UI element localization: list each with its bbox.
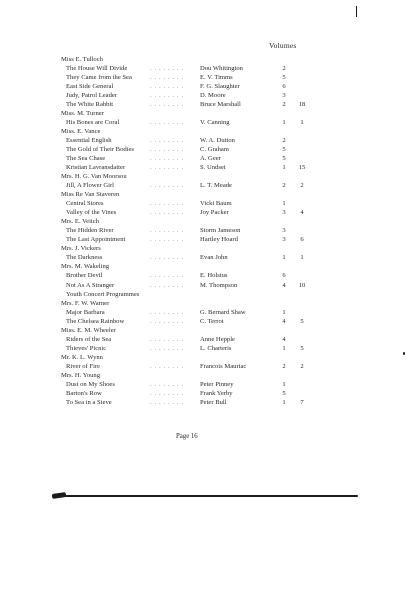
leader-dots: . . . . . . . . (150, 227, 184, 235)
leader-dots: . . . . . . . . (150, 254, 184, 262)
borrower-name: Mrs. H. Young (61, 371, 101, 379)
title-row (0, 235, 419, 244)
author-name: M. Thompson (200, 281, 238, 289)
borrower-name: Mrs. E. Veitch (61, 218, 99, 226)
book-title: East Side General (66, 83, 114, 91)
title-row (0, 317, 419, 326)
borrower-row (0, 55, 419, 64)
borrower-row (0, 371, 419, 380)
leader-dots: . . . . . . . . (150, 344, 184, 352)
title-row (0, 308, 419, 317)
volume-count: 4 (282, 281, 286, 289)
leader-dots: . . . . . . . . (150, 74, 184, 82)
author-name: W. A. Dutton (200, 137, 235, 145)
volume-count: 4 (282, 335, 286, 343)
borrower-name: Miss. M. Turner (61, 110, 104, 118)
title-row (0, 145, 419, 154)
volume-count: 2 (282, 137, 286, 145)
volume-count: 3 (282, 236, 286, 244)
volume-total: 2 (300, 362, 304, 370)
author-name: Storm Jameson (200, 227, 241, 235)
author-name: L. Charteris (200, 344, 232, 352)
title-row (0, 199, 419, 208)
volume-count: 2 (282, 65, 286, 73)
volume-count: 1 (282, 119, 286, 127)
author-name: A. Geer (200, 155, 221, 163)
author-name: Hartley Hoard (200, 236, 238, 244)
borrower-row (0, 109, 419, 118)
volume-count: 3 (282, 92, 286, 100)
book-title: The Hidden River (66, 227, 114, 235)
title-row (0, 82, 419, 91)
borrower-row (0, 172, 419, 181)
author-name: Vicki Baum (200, 200, 232, 208)
title-row (0, 118, 419, 127)
volume-count: 5 (282, 146, 286, 154)
leader-dots: . . . . . . . . (150, 155, 184, 163)
title-row (0, 281, 419, 290)
leader-dots: . . . . . . . . (150, 83, 184, 91)
book-title: Valley of the Vines (66, 209, 117, 217)
author-name: C. Terrot (200, 317, 224, 325)
leader-dots: . . . . . . . . (150, 281, 184, 289)
book-title: Dust on My Shoes (66, 380, 115, 388)
book-title: The Chelsea Rainbow (66, 317, 125, 325)
leader-dots: . . . . . . . . (150, 236, 184, 244)
book-title: Jill, A Flower Girl (66, 182, 114, 190)
borrower-name: Mrs. F. W. Warner (61, 299, 110, 307)
volume-total: 6 (300, 236, 304, 244)
volume-count: 1 (282, 398, 286, 406)
volume-count: 6 (282, 272, 286, 280)
volume-total: 2 (300, 182, 304, 190)
borrower-name: Miss. E. Vance (61, 128, 101, 136)
volume-total: 4 (300, 209, 304, 217)
volume-count: 1 (282, 308, 286, 316)
borrower-row (0, 326, 419, 335)
volume-total: 5 (300, 344, 304, 352)
borrower-name: Miss. E. M. Wheeler (61, 326, 116, 334)
title-row (0, 226, 419, 235)
volume-count: 2 (282, 362, 286, 370)
author-name: Bruce Marshall (200, 101, 241, 109)
book-title: Kristian Lavransdatter (66, 164, 126, 172)
leader-dots: . . . . . . . . (150, 164, 184, 172)
author-name: Peter Bull (200, 398, 227, 406)
leader-dots: . . . . . . . . (150, 101, 184, 109)
title-row (0, 181, 419, 190)
title-row (0, 163, 419, 172)
author-name: Frank Yerby (200, 389, 233, 397)
book-title: The Darkness (66, 254, 103, 262)
book-title: Major Barbara (66, 308, 105, 316)
volumes-column-header: Volumes (269, 41, 297, 50)
book-title: Barton's Row (66, 389, 102, 397)
title-row (0, 389, 419, 398)
author-name: D. Moore (200, 92, 226, 100)
title-row (0, 398, 419, 407)
page-number: Page 16 (176, 433, 198, 440)
author-name: Evan John (200, 254, 228, 262)
author-name: Peter Pinney (200, 380, 234, 388)
author-name: E. Holstus (200, 272, 228, 280)
book-title: The Last Appointment (66, 236, 126, 244)
scan-speck-right (403, 352, 405, 355)
volume-count: 6 (282, 83, 286, 91)
volume-count: 3 (282, 209, 286, 217)
volume-total: 15 (298, 164, 306, 172)
volume-count: 5 (282, 155, 286, 163)
borrower-name: Mrs. H. G. Van Moorsou (61, 173, 127, 181)
borrower-name: Mrs. M. Wakeling (61, 263, 110, 271)
author-name: E. V. Timms (200, 74, 233, 82)
book-title: Central Stores (66, 200, 104, 208)
title-row (0, 91, 419, 100)
leader-dots: . . . . . . . . (150, 380, 184, 388)
borrower-row (0, 244, 419, 253)
borrower-row (0, 217, 419, 226)
volume-count: 1 (282, 380, 286, 388)
borrower-name: Mrs. J. Vickers (61, 245, 101, 253)
book-title: Brother Devil (66, 272, 103, 280)
leader-dots: . . . . . . . . (150, 398, 184, 406)
book-title: Youth Concert Programmes (66, 290, 140, 298)
volume-count: 4 (282, 317, 286, 325)
title-row (0, 344, 419, 353)
leader-dots: . . . . . . . . (150, 182, 184, 190)
volume-total: 10 (298, 281, 306, 289)
scan-edge-mark-top (356, 6, 357, 17)
author-name: V. Canning (200, 119, 230, 127)
book-title: His Bones are Coral (66, 119, 120, 127)
title-row (0, 136, 419, 145)
author-name: Joy Packer (200, 209, 229, 217)
borrower-row (0, 127, 419, 136)
book-title: To Sea in a Sieve (66, 398, 112, 406)
volume-total: 1 (300, 119, 304, 127)
leader-dots: . . . . . . . . (150, 92, 184, 100)
book-title: They Came from the Sea (66, 74, 132, 82)
leader-dots: . . . . . . . . (150, 317, 184, 325)
borrower-row (0, 190, 419, 199)
leader-dots: . . . . . . . . (150, 335, 184, 343)
title-row (0, 64, 419, 73)
volume-count: 2 (282, 182, 286, 190)
leader-dots: . . . . . . . . (150, 65, 184, 73)
borrower-row (0, 299, 419, 308)
leader-dots: . . . . . . . . (150, 308, 184, 316)
book-title: Not As A Stranger (66, 281, 115, 289)
title-row (0, 290, 419, 299)
book-title: The House Will Divide (66, 65, 128, 73)
leader-dots: . . . . . . . . (150, 137, 184, 145)
book-title: Essential English (66, 137, 112, 145)
author-name: G. Bernard Shaw (200, 308, 246, 316)
volume-total: 18 (298, 101, 306, 109)
bottom-rule (60, 495, 358, 497)
author-name: Francois Mauriac (200, 362, 247, 370)
title-row (0, 380, 419, 389)
title-row (0, 253, 419, 262)
borrower-row (0, 353, 419, 362)
book-title: Riders of the Sea (66, 335, 112, 343)
title-row (0, 271, 419, 280)
volume-count: 1 (282, 254, 286, 262)
borrower-name: Miss Re Van Staveren (61, 191, 120, 199)
book-title: The White Rabbit (66, 101, 114, 109)
title-row (0, 362, 419, 371)
title-row (0, 73, 419, 82)
volume-count: 1 (282, 344, 286, 352)
title-row (0, 208, 419, 217)
author-name: C. Graham (200, 146, 229, 154)
leader-dots: . . . . . . . . (150, 362, 184, 370)
leader-dots: . . . . . . . . (150, 146, 184, 154)
title-row (0, 100, 419, 109)
volume-count: 2 (282, 101, 286, 109)
book-title: River of Fire (66, 362, 101, 370)
borrower-name: Mr. K. L. Wynn (61, 353, 103, 361)
leader-dots: . . . . . . . . (150, 200, 184, 208)
author-name: L. T. Meade (200, 182, 232, 190)
author-name: Anne Hepple (200, 335, 235, 343)
volume-total: 5 (300, 317, 304, 325)
book-title: The Gold of Their Bodies (66, 146, 135, 154)
volume-count: 1 (282, 164, 286, 172)
leader-dots: . . . . . . . . (150, 119, 184, 127)
book-title: Judy, Patrol Leader (66, 92, 118, 100)
leader-dots: . . . . . . . . (150, 209, 184, 217)
author-name: F. G. Slaughter (200, 83, 240, 91)
book-title: Thieves' Picnic (66, 344, 107, 352)
volume-count: 5 (282, 74, 286, 82)
leader-dots: . . . . . . . . (150, 389, 184, 397)
author-name: S. Undset (200, 164, 226, 172)
title-row (0, 154, 419, 163)
leader-dots: . . . . . . . . (150, 272, 184, 280)
borrower-row (0, 262, 419, 271)
title-row (0, 335, 419, 344)
volume-count: 3 (282, 227, 286, 235)
volume-total: 7 (300, 398, 304, 406)
volume-count: 1 (282, 200, 286, 208)
volume-total: 1 (300, 254, 304, 262)
borrower-name: Miss E. Tulloch (61, 56, 103, 63)
book-title: The Sea Chase (66, 155, 106, 163)
volume-count: 5 (282, 389, 286, 397)
author-name: Dou Whitington (200, 65, 243, 73)
